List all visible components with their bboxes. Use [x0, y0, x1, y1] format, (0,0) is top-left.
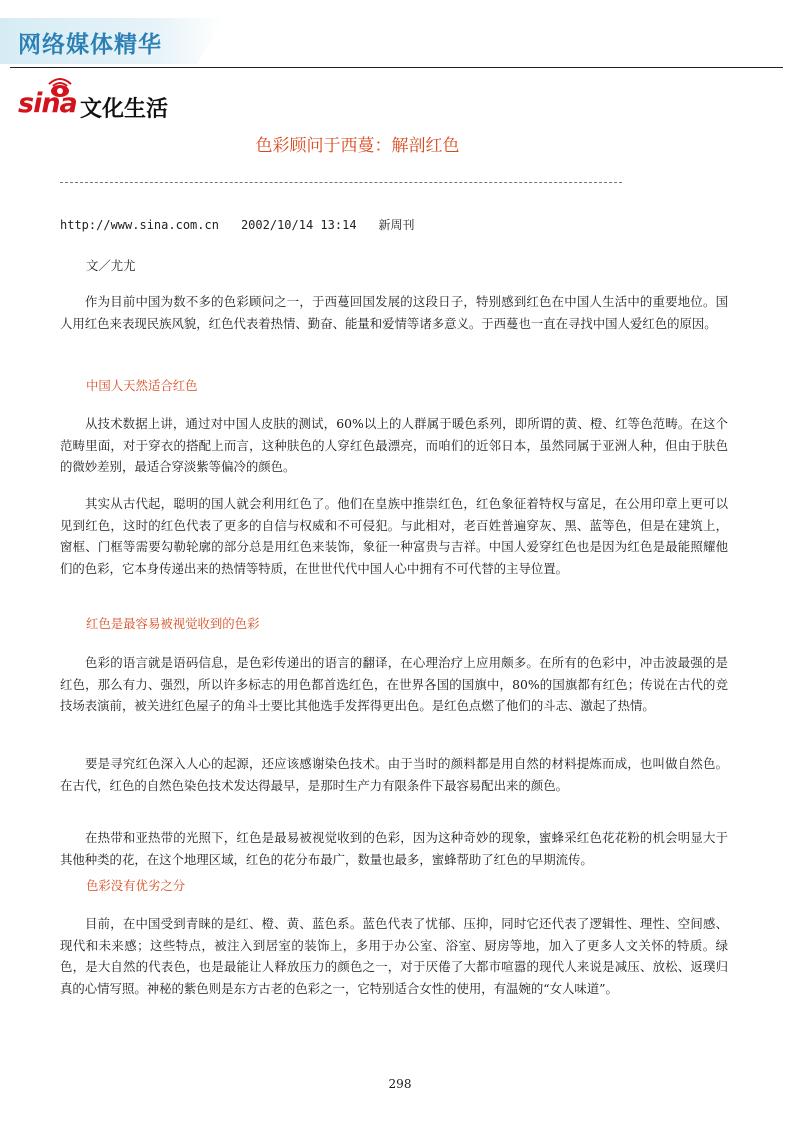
body-paragraph: 目前，在中国受到青睐的是红、橙、黄、蓝色系。蓝色代表了忧郁、压抑，同时它还代表了逻辑性、理性、空间感、现代和未来感；这些特点，被注入到居室的装饰上，多用于办公室、浴室、厨房等地，加入了更多人文关怀的特质。绿色，是大自然的代表色，也是最能让人释放压力的颜色之一，对于厌倦了大都市喧嚣的现代人来说是减压、放松、返璞归真的心情写照。神秘的紫色则是东方古老的色彩之一，它特别适合女性的使用，有温婉的“女人味道”。 — [60, 916, 728, 996]
logo-channel: 文化生活 — [80, 97, 169, 122]
author-byline: 文／尤尤 — [86, 258, 136, 273]
page-number: 298 — [388, 1077, 412, 1091]
section-heading: 色彩没有优劣之分 — [86, 878, 186, 893]
body-paragraph: 其实从古代起，聪明的国人就会利用红色了。他们在皇族中推崇红色，红色象征着特权与富足，在公用印章上更可以见到红色，这时的红色代表了更多的自信与权威和不可侵犯。与此相对，老百姓普遍穿灰、黑、蓝等色，但是在建筑上，窗框、门框等需要勾勒轮廓的部分总是用红色来装饰，象征一种富贵与吉祥。中国人爱穿红色也是因为红色是最能照耀他们的色彩，它本身传递出来的热情等特质，在世世代代中国人心中拥有不可代替的主导位置。 — [60, 496, 728, 576]
article-title: 色彩顾问于西蔓：解剖红色 — [255, 136, 460, 156]
article-meta — [60, 216, 437, 233]
source-url: http://www.sina.com.cn — [60, 218, 219, 232]
sina-logo — [18, 76, 178, 120]
publish-datetime: 2002/10/14 13:14 — [240, 218, 357, 232]
title-divider — [60, 182, 622, 183]
body-paragraph: 色彩的语言就是语码信息，是色彩传递出的语言的翻译，在心理治疗上应用颇多。在所有的色彩中，冲击波最强的是红色，那么有力、强烈，所以许多标志的用色都首选红色，在世界各国的国旗中，80%的国旗都有红色；传说在古代的竞技场表演前，被关进红色屋子的角斗士要比其他选手发挥得更出色。是红色点燃了他们的斗志、激起了热情。 — [60, 655, 728, 713]
body-paragraph: 要是寻究红色深入人心的起源，还应该感谢染色技术。由于当时的颜料都是用自然的材料提炼而成，也叫做自然色。在古代，红色的自然色染色技术发达得最早，是那时生产力有限条件下最容易配出来的颜色。 — [60, 756, 728, 793]
intro-paragraph: 作为目前中国为数不多的色彩顾问之一，于西蔓回国发展的这段日子，特别感到红色在中国人生活中的重要地位。国人用红色来表现民族风貌，红色代表着热情、勤奋、能量和爱情等诸多意义。于西蔓也一直在寻找中国人爱红色的原因。 — [60, 294, 728, 331]
section-banner: 网络媒体精华 — [18, 32, 162, 58]
body-paragraph: 在热带和亚热带的光照下，红色是最易被视觉收到的色彩，因为这种奇妙的现象，蜜蜂采红色花花粉的机会明显大于其他种类的花，在这个地理区域，红色的花分布最广，数量也最多，蜜蜂帮助了红色的早期流传。 — [60, 830, 728, 867]
section-heading: 中国人天然适合红色 — [86, 378, 198, 393]
logo-brand: sina — [18, 88, 77, 119]
section-heading: 红色是最容易被视觉收到的色彩 — [86, 616, 260, 631]
header-divider — [10, 67, 783, 68]
body-paragraph: 从技术数据上讲，通过对中国人皮肤的测试，60%以上的人群属于暖色系列，即所谓的黄、橙、红等色范畴。在这个范畴里面，对于穿衣的搭配上而言，这种肤色的人穿红色最漂亮，而咱们的近邻日本，虽然同属于亚洲人种，但由于肤色的微妙差别，最适合穿淡紫等偏冷的颜色。 — [60, 416, 728, 474]
publication-source: 新周刊 — [378, 218, 415, 232]
